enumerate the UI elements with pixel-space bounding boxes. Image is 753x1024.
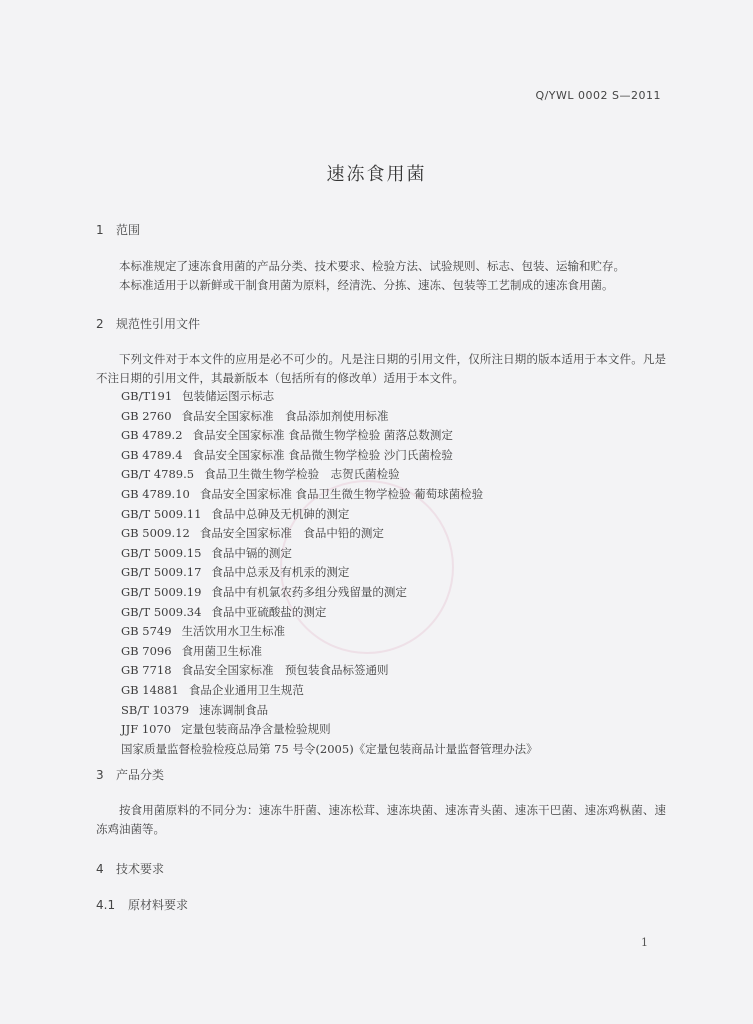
scope-paragraph-1: 本标准规定了速冻食用菌的产品分类、技术要求、检验方法、试验规则、标志、包装、运输和贮存。 xyxy=(119,259,625,273)
section-number: 3 xyxy=(96,768,104,782)
reference-item xyxy=(121,701,538,721)
section-title: 产品分类 xyxy=(116,768,165,782)
reference-name: 食品中总汞及有机汞的测定 xyxy=(211,565,350,580)
section-heading-3 xyxy=(96,766,164,783)
reference-name: 食品中镉的测定 xyxy=(211,545,292,560)
section-title: 规范性引用文件 xyxy=(116,317,201,331)
reference-item xyxy=(121,407,538,427)
reference-name: 食品卫生微生物学检验 志贺氏菌检验 xyxy=(204,467,400,482)
reference-name: 食品中有机氯农药多组分残留量的测定 xyxy=(211,584,407,599)
reference-code: GB/T 5009.34 xyxy=(121,604,202,619)
section-heading-1 xyxy=(96,221,140,238)
reference-item xyxy=(121,465,538,485)
section-number: 1 xyxy=(96,223,104,237)
document-code: Q/YWL 0002 S—2011 xyxy=(535,89,661,102)
reference-item xyxy=(121,740,538,760)
section-heading-4-1 xyxy=(96,896,188,913)
reference-name: 食品安全国家标准 食品微生物学检验 沙门氏菌检验 xyxy=(192,447,453,462)
reference-name: 定量包装商品净含量检验规则 xyxy=(181,722,331,737)
section-title: 范围 xyxy=(116,223,141,237)
reference-code: GB/T 4789.5 xyxy=(121,467,195,482)
section-number: 4.1 xyxy=(96,898,116,912)
section-heading-4 xyxy=(96,860,164,877)
reference-name: 食品安全国家标准 食品微生物学检验 菌落总数测定 xyxy=(192,428,453,443)
reference-name: 食品中总砷及无机砷的测定 xyxy=(211,506,350,521)
reference-code: SB/T 10379 xyxy=(121,702,190,717)
reference-code: GB 4789.2 xyxy=(121,428,183,443)
reference-name: 食品安全国家标准 食品卫生微生物学检验 葡萄球菌检验 xyxy=(199,486,484,501)
reference-name: 食品安全国家标准 食品添加剂使用标准 xyxy=(181,408,389,423)
reference-code: GB 4789.4 xyxy=(121,447,183,462)
scope-paragraph-2: 本标准适用于以新鲜或干制食用菌为原料，经清洗、分拣、速冻、包装等工艺制成的速冻食用菌。 xyxy=(119,278,614,292)
reference-name: 食品企业通用卫生规范 xyxy=(188,682,304,697)
reference-name: 包装储运图示标志 xyxy=(182,389,275,403)
reference-code: GB 4789.10 xyxy=(121,486,190,501)
section-heading-2 xyxy=(96,315,200,332)
reference-code: GB/T 5009.15 xyxy=(121,545,202,560)
reference-item xyxy=(121,720,538,740)
reference-name: 生活饮用水卫生标准 xyxy=(181,624,286,639)
section-title: 原材料要求 xyxy=(128,898,189,912)
reference-name: 食品安全国家标准 食品中铅的测定 xyxy=(199,526,384,541)
reference-code: GB 5009.12 xyxy=(121,526,190,541)
reference-code: GB 5749 xyxy=(121,624,172,639)
reference-code: GB 2760 xyxy=(121,408,172,423)
reference-code: GB/T 5009.11 xyxy=(121,506,202,521)
reference-name: 食用菌卫生标准 xyxy=(181,643,263,658)
faded-seal xyxy=(280,480,454,654)
reference-name: 国家质量监督检验检疫总局第 75 号令(2005)《定量包装商品计量监督管理办法》 xyxy=(121,741,538,756)
page-number: 1 xyxy=(641,936,648,949)
reference-code: GB/T191 xyxy=(121,389,173,403)
reference-item xyxy=(121,446,538,466)
classification-paragraph: 按食用菌原料的不同分为：速冻牛肝菌、速冻松茸、速冻块菌、速冻青头菌、速冻干巴菌、速冻鸡枞菌、速冻鸡油菌等。 xyxy=(96,803,666,836)
document-title: 速冻食用菌 xyxy=(326,164,427,185)
reference-name: 食品安全国家标准 预包装食品标签通则 xyxy=(181,663,389,678)
reference-item xyxy=(121,426,538,446)
section-number: 4 xyxy=(96,862,104,876)
section-title: 技术要求 xyxy=(116,862,165,876)
reference-code: GB 7096 xyxy=(121,643,172,658)
reference-code: GB/T 5009.17 xyxy=(121,565,202,580)
reference-name: 速冻调制食品 xyxy=(199,702,269,717)
reference-item xyxy=(121,681,538,701)
reference-code: JJF 1070 xyxy=(121,722,172,737)
reference-item xyxy=(121,387,538,407)
reference-name: 食品中亚硫酸盐的测定 xyxy=(211,604,327,619)
section-number: 2 xyxy=(96,317,104,331)
references-intro: 下列文件对于本文件的应用是必不可少的。凡是注日期的引用文件，仅所注日期的版本适用于本文件。凡是不注日期的引用文件，其最新版本（包括所有的修改单）适用于本文件。 xyxy=(96,352,666,385)
reference-item xyxy=(121,661,538,681)
reference-code: GB 7718 xyxy=(121,663,172,678)
reference-code: GB/T 5009.19 xyxy=(121,584,202,599)
reference-code: GB 14881 xyxy=(121,682,179,697)
